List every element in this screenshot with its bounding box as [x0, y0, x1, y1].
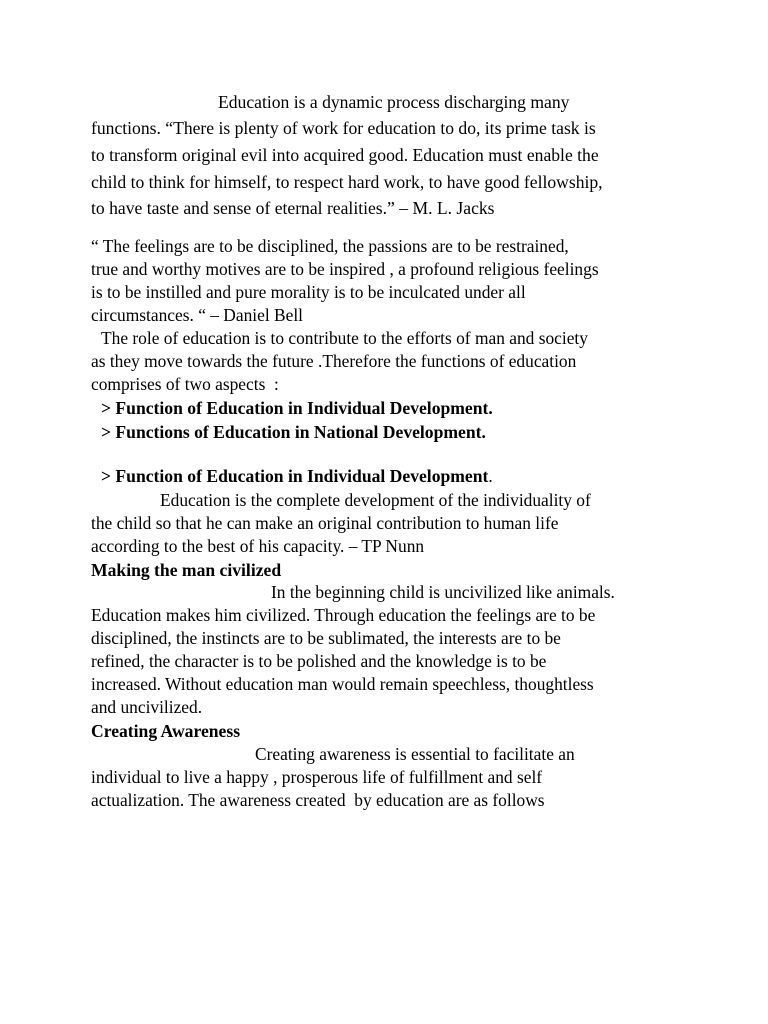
nunn-quote-line-1: Education is the complete development of the individuality of	[160, 490, 591, 510]
bell-quote-line-2: true and worthy motives are to be inspired , a profound religious feelings	[91, 259, 599, 279]
role-line-3: comprises of two aspects :	[91, 374, 279, 394]
role-line-1: The role of education is to contribute to the efforts of man and society	[101, 328, 588, 348]
individual-heading-period: .	[488, 466, 493, 486]
intro-line-5: to have taste and sense of eternal realities.” – M. L. Jacks	[91, 198, 495, 218]
civilized-heading: Making the man civilized	[91, 560, 282, 580]
civilized-line-4: refined, the character is to be polished and the knowledge is to be	[91, 651, 547, 671]
individual-heading-text: > Function of Education in Individual Development	[101, 466, 489, 486]
nunn-quote-line-2: the child so that he can make an original contribution to human life	[91, 513, 559, 533]
intro-line-2: functions. “There is plenty of work for education to do, its prime task is	[91, 118, 596, 138]
bell-quote-line-3: is to be instilled and pure morality is to be inculcated under all	[91, 282, 526, 302]
civilized-line-3: disciplined, the instincts are to be sublimated, the interests are to be	[91, 628, 561, 648]
civilized-line-5: increased. Without education man would remain speechless, thoughtless	[91, 674, 594, 694]
individual-development-heading	[101, 465, 493, 488]
awareness-line-2: individual to live a happy , prosperous life of fulfillment and self	[91, 767, 543, 787]
awareness-line-1: Creating awareness is essential to facilitate an	[255, 744, 575, 764]
bell-quote-line-1: “ The feelings are to be disciplined, the passions are to be restrained,	[91, 236, 569, 256]
bell-quote-line-4: circumstances. “ – Daniel Bell	[91, 305, 303, 325]
nunn-quote-line-3: according to the best of his capacity. – TP Nunn	[91, 536, 425, 556]
civilized-line-6: and uncivilized.	[91, 697, 203, 717]
intro-line-1: Education is a dynamic process discharging many	[218, 92, 570, 112]
aspect-national: > Functions of Education in National Development.	[101, 422, 486, 442]
civilized-line-2: Education makes him civilized. Through education the feelings are to be	[91, 605, 596, 625]
aspect-individual: > Function of Education in Individual Development.	[101, 398, 493, 418]
intro-line-4: child to think for himself, to respect hard work, to have good fellowship,	[91, 172, 603, 192]
awareness-heading: Creating Awareness	[91, 721, 241, 741]
role-line-2: as they move towards the future .Therefore the functions of education	[91, 351, 577, 371]
civilized-line-1: In the beginning child is uncivilized like animals.	[271, 582, 615, 602]
awareness-line-3: actualization. The awareness created by education are as follows	[91, 790, 545, 810]
intro-line-3: to transform original evil into acquired good. Education must enable the	[91, 145, 599, 165]
